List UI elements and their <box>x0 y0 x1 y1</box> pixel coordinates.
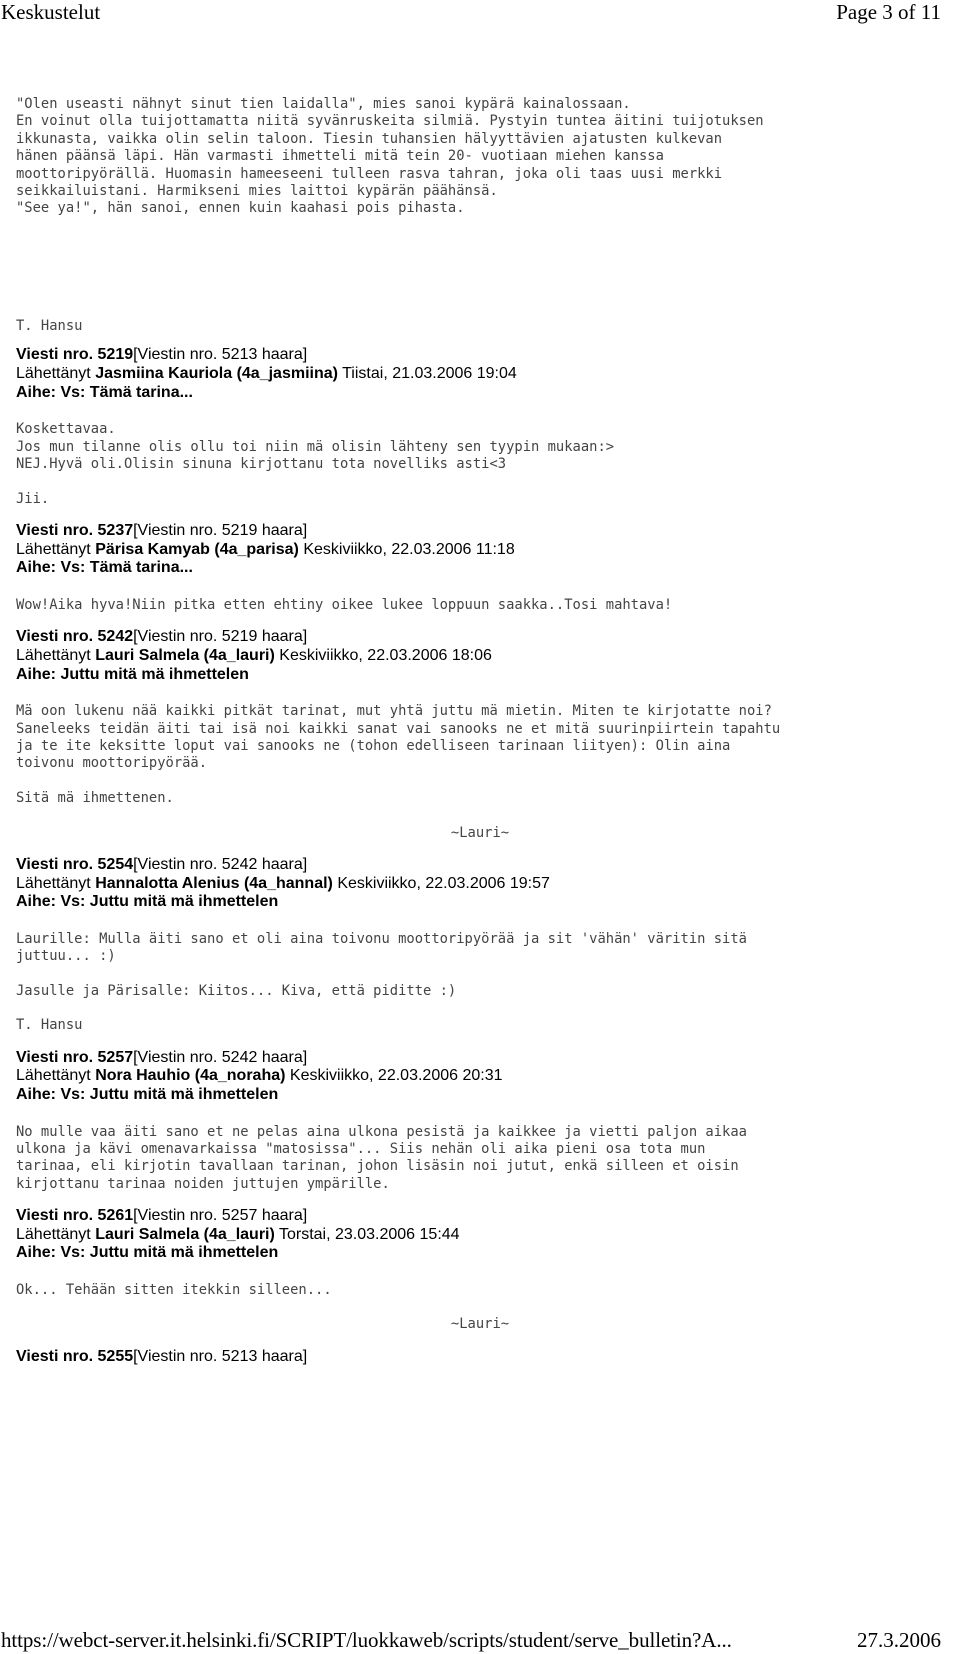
post-header <box>16 856 944 875</box>
post-signature: T. Hansu <box>16 1017 83 1034</box>
sent-label: Lähettänyt <box>16 365 91 382</box>
msg-label: Viesti nro. <box>16 1048 94 1066</box>
reply-suffix: haara] <box>261 628 308 646</box>
post-5255 <box>16 1348 944 1367</box>
page-footer <box>0 1628 942 1652</box>
post-header <box>16 1207 944 1226</box>
post-date: Keskiviikko, 22.03.2006 19:57 <box>337 874 550 892</box>
post-subject: Aihe: Juttu mitä mä ihmettelen <box>16 665 249 683</box>
msg-label: Viesti nro. <box>16 522 94 540</box>
post-5261 <box>16 1207 944 1334</box>
post-author: Jasmiina Kauriola (4a_jasmiina) <box>95 365 338 382</box>
msg-number: 5237 <box>97 522 134 540</box>
reply-suffix: haara] <box>261 856 308 874</box>
document-title: Keskustelut <box>1 0 101 24</box>
post-5242 <box>16 628 944 842</box>
post-sender-line <box>16 875 944 894</box>
reply-prefix: [Viestin nro. <box>133 856 218 874</box>
msg-label: Viesti nro. <box>16 346 94 364</box>
post-author: Hannalotta Alenius (4a_hannal) <box>95 874 333 892</box>
post-header <box>16 346 944 365</box>
post-date: Keskiviikko, 22.03.2006 18:06 <box>279 647 492 664</box>
reply-number: 5213 <box>221 346 258 364</box>
post-body: Wow!Aika hyva!Niin pitka etten ehtiny oikee lukee loppuun saakka..Tosi mahtava! <box>16 597 673 613</box>
post-body: Koskettavaa. Jos mun tilanne olis ollu toi niin mä olisin lähteny sen tyypin mukaan:> NEJ.Hyvä oli.Olisin sinuna kirjottanu tota novelliks asti<3 Jii. <box>16 421 615 507</box>
reply-suffix: haara] <box>261 1207 308 1225</box>
post-signature: ~Lauri~ <box>450 824 510 841</box>
post-5219 <box>16 346 944 508</box>
page-header <box>0 0 942 24</box>
reply-number: 5242 <box>221 856 258 874</box>
msg-label: Viesti nro. <box>16 856 94 874</box>
post-subject: Aihe: Vs: Juttu mitä mä ihmettelen <box>16 893 279 911</box>
post-subject: Aihe: Vs: Tämä tarina... <box>16 383 193 401</box>
post-signature: ~Lauri~ <box>450 1316 510 1333</box>
story-text: "Olen useasti nähnyt sinut tien laidalla", mies sanoi kypärä kainalossaan. En voinut olla tuijottamatta niitä syvänruskeita silmiä. Pystyin tuntea äitini tuijotuksen ikkunasta, vaikka olin selin taloon. Tiesin tuhansien hälyyttävien ajatusten kulkevan hänen päänsä läpi. Hän varmasti ihmetteli mitä tein 20- vuotiaan miehen kanssa moottoripyörällä. Huomasin hameeseeni tulleen rasva tahran, joka oli taas uusi merkki seikkailuistani. Harmikseni mies laittoi kypärän päähänsä. "See ya!", hän sanoi, ennen kuin kaahasi pois pihasta. <box>16 96 764 217</box>
post-body: Laurille: Mulla äiti sano et oli aina toivonu moottoripyörää ja sit 'vähän' väritin sitä juttuu... :) Jasulle ja Pärisalle: Kiitos... Kiva, että piditte :) <box>16 930 747 1000</box>
post-author: Pärisa Kamyab (4a_parisa) <box>95 540 299 558</box>
msg-number: 5261 <box>97 1207 134 1225</box>
reply-suffix: haara] <box>261 1048 308 1066</box>
post-date: Tiistai, 21.03.2006 19:04 <box>342 365 517 382</box>
thread-content <box>16 96 944 1366</box>
post-author: Nora Hauhio (4a_noraha) <box>95 1067 286 1085</box>
post-subject: Aihe: Vs: Juttu mitä mä ihmettelen <box>16 1086 279 1104</box>
post-date: Keskiviikko, 22.03.2006 20:31 <box>289 1067 503 1085</box>
sent-label: Lähettänyt <box>16 1225 91 1243</box>
post-5237 <box>16 522 944 614</box>
sent-label: Lähettänyt <box>16 874 91 892</box>
story-signature: T. Hansu <box>16 318 83 334</box>
reply-prefix: [Viestin nro. <box>133 346 218 364</box>
reply-prefix: [Viestin nro. <box>133 628 218 646</box>
reply-prefix: [Viestin nro. <box>133 522 218 540</box>
msg-label: Viesti nro. <box>16 1207 94 1225</box>
post-subject: Aihe: Vs: Juttu mitä mä ihmettelen <box>16 1244 279 1262</box>
sent-label: Lähettänyt <box>16 647 91 664</box>
post-header <box>16 628 944 647</box>
msg-label: Viesti nro. <box>16 1347 94 1365</box>
msg-label: Viesti nro. <box>16 628 94 646</box>
post-sender-line <box>16 1226 944 1245</box>
post-body: Ok... Tehään sitten itekkin silleen... <box>16 1282 332 1299</box>
post-5254 <box>16 856 944 1035</box>
post-body: Mä oon lukenu nää kaikki pitkät tarinat, mut yhtä juttu mä mietin. Miten te kirjotatte noi? Saneleeks teidän äiti tai isä noi kaikki sanat vai sanooks ne et mitä suurinpiirtein tapahtu ja te ite keksitte loput vai sanooks ne (tohon edelliseen tarinaan liityen): Olin aina toivonu moottoripyörää. Sitä mä ihmettenen. <box>16 703 781 807</box>
sent-label: Lähettänyt <box>16 540 91 558</box>
post-5257 <box>16 1049 944 1193</box>
msg-number: 5254 <box>97 856 134 874</box>
reply-number: 5242 <box>221 1048 258 1066</box>
post-sender-line <box>16 365 944 384</box>
post-date: Torstai, 23.03.2006 15:44 <box>278 1225 460 1243</box>
page-number: Page 3 of 11 <box>836 0 941 24</box>
reply-prefix: [Viestin nro. <box>133 1347 218 1365</box>
reply-suffix: haara] <box>261 522 308 540</box>
post-sender-line <box>16 541 944 560</box>
post-author: Lauri Salmela (4a_lauri) <box>95 647 275 664</box>
post-sender-line <box>16 1067 944 1086</box>
post-subject: Aihe: Vs: Tämä tarina... <box>16 559 193 577</box>
post-header <box>16 1049 944 1068</box>
reply-suffix: haara] <box>261 1347 308 1365</box>
post-header <box>16 522 944 541</box>
post-sender-line <box>16 647 944 666</box>
post-header <box>16 1348 944 1367</box>
reply-number: 5219 <box>221 522 258 540</box>
reply-number: 5219 <box>221 628 258 646</box>
reply-number: 5213 <box>221 1347 258 1365</box>
reply-number: 5257 <box>221 1207 258 1225</box>
msg-number: 5242 <box>97 628 134 646</box>
post-author: Lauri Salmela (4a_lauri) <box>95 1225 275 1243</box>
post-date: Keskiviikko, 22.03.2006 11:18 <box>303 540 515 558</box>
page-url: https://webct-server.it.helsinki.fi/SCRIPT/luokkaweb/scripts/student/serve_bulletin?A... <box>1 1628 732 1652</box>
print-date: 27.3.2006 <box>857 1628 941 1652</box>
post-body: No mulle vaa äiti sano et ne pelas aina ulkona pesistä ja kaikkee ja vietti paljon aikaa ulkona ja kävi omenavarkaissa "matosissa"... Siis nehän oli aika pieni osa tota mun tarinaa, eli kirjotin tavallaan tarinan, johon lisäsin noi jutut, enkä silleen et oisin kirjottanu tarinaa noiden juttujen ympärille. <box>16 1123 747 1192</box>
reply-prefix: [Viestin nro. <box>133 1048 218 1066</box>
sent-label: Lähettänyt <box>16 1067 91 1085</box>
reply-suffix: haara] <box>261 346 308 364</box>
msg-number: 5255 <box>97 1347 134 1365</box>
msg-number: 5257 <box>97 1048 134 1066</box>
msg-number: 5219 <box>97 346 134 364</box>
reply-prefix: [Viestin nro. <box>133 1207 218 1225</box>
